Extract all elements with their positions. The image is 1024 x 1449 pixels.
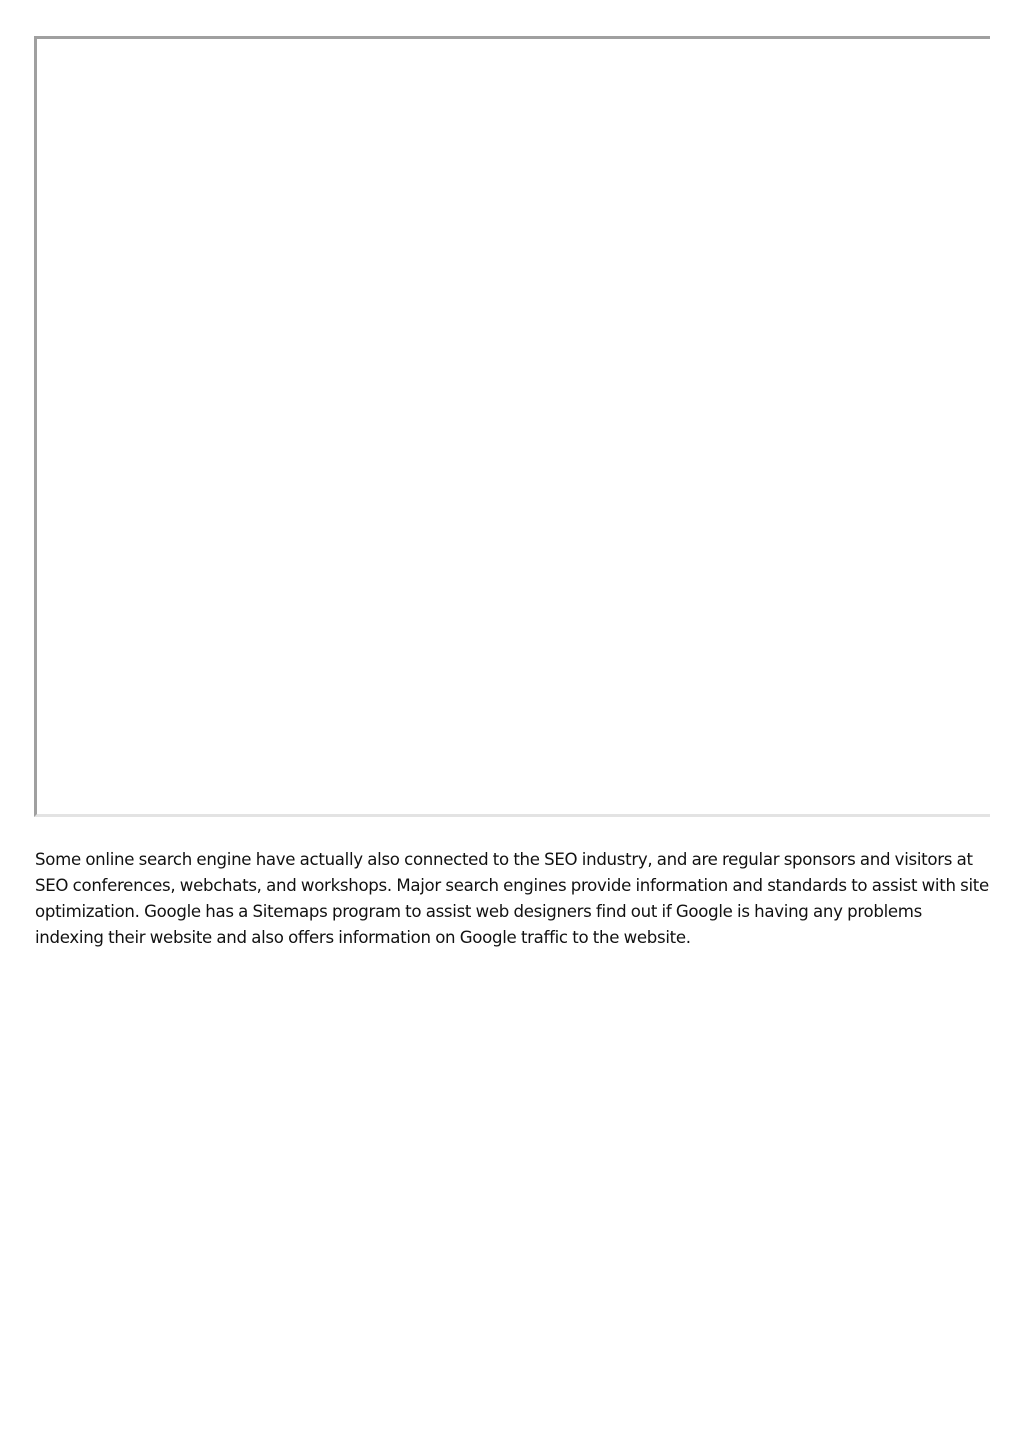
embedded-content-frame: [34, 36, 990, 817]
article-paragraph: Some online search engine have actually also connected to the SEO industry, and are regular sponsors and visitors at SEO conferences, webchats, and workshops. Major search engines provide information and standards to assist with site optimization. Google has a Sitemaps program to assist web designers find out if Google is having any problems indexing their website and also offers information on Google traffic to the website.: [35, 850, 989, 947]
